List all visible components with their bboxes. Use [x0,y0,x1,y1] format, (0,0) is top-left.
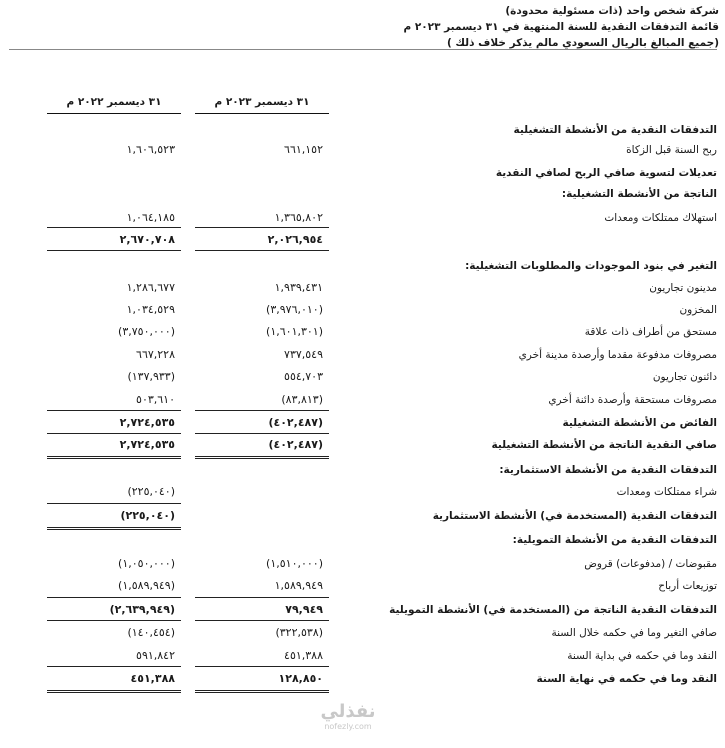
value-2023: (٨٣,٨١٣) [281,393,323,406]
value-2022 [47,460,181,480]
header-divider [9,49,717,50]
value-2023: ٦٦١,١٥٢ [284,143,323,156]
row-label: ربح السنة قبل الزكاة [626,144,717,156]
value-2022: ٢,٧٢٤,٥٣٥ [119,438,175,451]
table-row [0,413,725,433]
table-row [0,390,725,410]
table-row [0,230,725,250]
table-row [0,554,725,574]
value-2022: ١,٠٦٤,١٨٥ [126,211,175,224]
watermark-arabic: نفذلي [320,701,376,722]
value-2022: (٣,٧٥٠,٠٠٠) [118,325,175,338]
value-2022 [47,163,181,183]
subtotal-rule [195,433,329,434]
value-2023: ٧٣٧,٥٤٩ [284,348,323,361]
subtotal-rule [195,597,329,598]
currency-note: (جميع المبالغ بالريال السعودي مالم يذكر خلاف ذلك ) [446,37,719,49]
table-row [0,208,725,228]
value-2022: ١,٦٠٦,٥٢٣ [126,143,175,156]
table-row [0,576,725,596]
subtotal-rule [195,410,329,411]
subtotal-rule [47,250,181,251]
subtotal-rule [47,620,181,621]
value-2023: ٥٥٤,٧٠٣ [284,370,323,383]
total-double-rule [47,456,181,459]
column-header-2023: ٣١ ديسمبر ٢٠٢٣ م [195,96,329,108]
value-2022: ٢,٦٧٠,٧٠٨ [119,233,175,246]
table-row [0,460,725,480]
row-label: مستحق من أطراف ذات علاقة [584,326,717,338]
table-row [0,322,725,342]
total-double-rule [47,527,181,530]
value-2022: ١,٢٨٦,٦٧٧ [126,281,175,294]
value-2022: ٤٥١,٣٨٨ [130,672,175,685]
row-label: التدفقات النقدية (المستخدمة في) الأنشطة الاستثمارية [432,510,717,522]
company-name: شركة شخص واحد (ذات مسئولية محدودة) [505,5,719,17]
value-2022: ٥٠٣,٦١٠ [136,393,175,406]
column-header-2022: ٣١ ديسمبر ٢٠٢٢ م [47,96,181,108]
value-2023: ١,٥٨٩,٩٤٩ [274,579,323,592]
row-label: التغير في بنود الموجودات والمطلوبات التشغيلية: [465,260,717,272]
value-2023: (٤٠٢,٤٨٧) [268,416,323,429]
value-2022: (٢٢٥,٠٤٠) [127,485,175,498]
row-label: مصروفات مستحقة وأرصدة دائنة أخري [548,394,717,406]
row-label: الفائض من الأنشطة التشغيلية [562,417,717,429]
value-2023 [195,256,329,276]
subtotal-rule [195,250,329,251]
statement-title: قائمة التدفقات النقدية للسنة المنتهية في ٣١ ديسمبر ٢٠٢٣ م [403,21,719,33]
table-row [0,435,725,455]
table-row [0,646,725,666]
value-2022: (٢,٦٣٩,٩٤٩) [109,603,175,616]
subtotal-rule [47,597,181,598]
row-label: الناتجة من الأنشطة التشغيلية: [561,188,717,200]
value-2023 [195,184,329,204]
value-2022: (١,٥٨٩,٩٤٩) [118,579,175,592]
value-2023: ٢,٠٢٦,٩٥٤ [267,233,323,246]
value-2023: ٤٥١,٣٨٨ [284,649,323,662]
row-label: التدفقات النقدية الناتجة من (المستخدمة في) الأنشطة التمويلية [389,604,717,616]
row-label: النقد وما في حكمه في بداية السنة [567,650,717,662]
row-label: المخزون [679,304,717,316]
value-2022: ٦٦٧,٢٢٨ [136,348,175,361]
subtotal-rule [195,666,329,667]
value-2022: (٢٢٥,٠٤٠) [120,509,175,522]
row-label: مقبوضات / (مدفوعات) قروض [584,558,717,570]
value-2023: ١,٩٣٩,٤٣١ [274,281,323,294]
table-row [0,163,725,183]
value-2022 [47,530,181,550]
value-2023 [195,482,329,502]
row-label: النقد وما في حكمه في نهاية السنة [536,673,717,685]
row-label: تعديلات لتسوية صافي الربح لصافي النقدية [495,167,717,179]
total-double-rule [195,690,329,693]
row-label: صافي التغير وما في حكمه خلال السنة [551,627,717,639]
table-row [0,482,725,502]
row-label: التدفقات النقدية من الأنشطة الاستثمارية: [499,464,717,476]
value-2023 [195,506,329,526]
value-2023: (١,٥١٠,٠٠٠) [266,557,323,570]
total-double-rule [195,456,329,459]
value-2022: (١٤٠,٤٥٤) [127,626,175,639]
row-label: التدفقات النقدية من الأنشطة التمويلية: [512,534,717,546]
value-2023 [195,120,329,140]
table-row [0,623,725,643]
table-row [0,669,725,689]
value-2023: (١,٦٠١,٣٠١) [266,325,323,338]
watermark-latin: nofezly.com [324,722,372,731]
value-2022: ١,٠٣٤,٥٢٩ [126,303,175,316]
value-2022: (١٣٧,٩٣٣) [127,370,175,383]
watermark [318,702,378,732]
value-2023: (٤٠٢,٤٨٧) [268,438,323,451]
table-row [0,300,725,320]
row-label: استهلاك ممتلكات ومعدات [604,212,717,224]
subtotal-rule [47,410,181,411]
subtotal-rule [47,666,181,667]
value-2022: ٥٩١,٨٤٢ [136,649,175,662]
row-label: مصروفات مدفوعة مقدما وأرصدة مدينة أخري [518,349,717,361]
row-label: مدينون تجاريون [649,282,717,294]
table-row [0,600,725,620]
subtotal-rule [47,227,181,228]
statement-header [7,3,719,51]
table-row [0,120,725,140]
subtotal-rule [195,227,329,228]
value-2022 [47,256,181,276]
value-2022 [47,120,181,140]
value-2023 [195,530,329,550]
value-2023 [195,163,329,183]
value-2023: ٧٩,٩٤٩ [285,603,323,616]
table-row [0,530,725,550]
value-2022: ٢,٧٢٤,٥٣٥ [119,416,175,429]
value-2023: ١,٣٦٥,٨٠٢ [274,211,323,224]
value-2022 [47,184,181,204]
subtotal-rule [195,620,329,621]
value-2023: (٣٢٢,٥٣٨) [275,626,323,639]
row-label: صافي النقدية الناتجة من الأنشطة التشغيلية [491,439,717,451]
table-row [0,506,725,526]
table-row [0,367,725,387]
row-label: شراء ممتلكات ومعدات [616,486,717,498]
total-double-rule [47,690,181,693]
subtotal-rule [47,433,181,434]
subtotal-rule [47,503,181,504]
value-2022: (١,٠٥٠,٠٠٠) [118,557,175,570]
row-label: التدفقات النقدية من الأنشطة التشغيلية [513,124,717,136]
table-row [0,140,725,160]
table-row [0,184,725,204]
row-label: توزيعات أرباح [658,580,717,592]
value-2023 [195,460,329,480]
table-row [0,278,725,298]
table-row [0,345,725,365]
table-row [0,256,725,276]
value-2023: ١٢٨,٨٥٠ [278,672,323,685]
row-label: دائنون تجاريون [652,371,717,383]
value-2023: (٣,٩٧٦,٠١٠) [266,303,323,316]
